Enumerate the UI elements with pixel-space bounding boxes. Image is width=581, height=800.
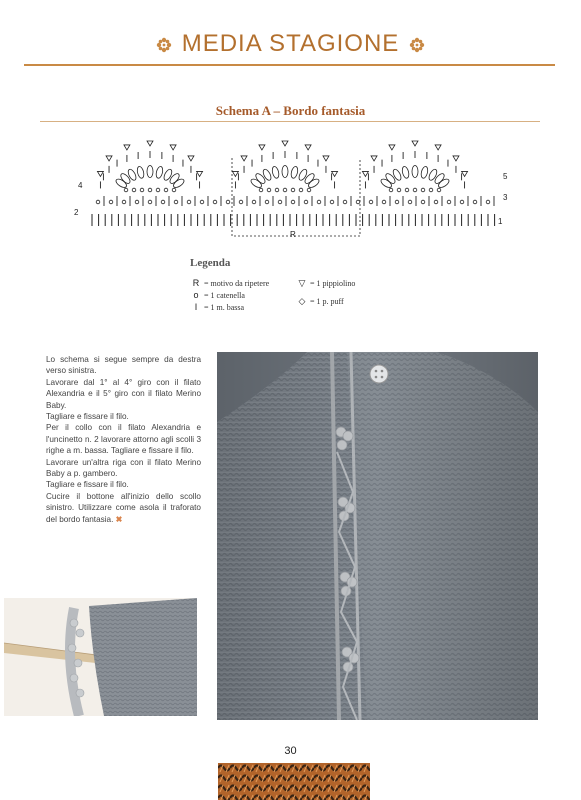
chain-stitch-mark: [330, 200, 334, 204]
chain-stitch-mark: [429, 188, 433, 192]
picot-stitch-mark: [232, 171, 238, 176]
picot-stitch-mark: [259, 145, 265, 150]
legend-text: = 1 pippiolino: [310, 279, 356, 288]
chain-stitch-mark: [413, 188, 417, 192]
puff-stitch-mark: [250, 177, 263, 189]
chain-stitch-mark: [239, 200, 243, 204]
repeat-bracket: [232, 158, 360, 236]
chain-stitch-mark: [397, 188, 401, 192]
chain-stitch-mark: [172, 188, 176, 192]
legend-symbol: ▽: [298, 278, 306, 288]
legend-text: = 1 p. puff: [310, 297, 344, 306]
picot-stitch-mark: [323, 156, 329, 161]
flower-ornament-icon: [156, 37, 172, 53]
instruction-paragraph: Lo schema si segue sempre da destra verso sinistra.: [46, 355, 201, 376]
chain-stitch-mark: [174, 200, 178, 204]
picot-stitch-mark: [147, 141, 153, 146]
row-label-4: 4: [78, 181, 83, 190]
puff-stitch-mark: [392, 168, 403, 181]
chain-stitch-mark: [356, 200, 360, 204]
chain-stitch-mark: [460, 200, 464, 204]
legend-item-single-crochet: [190, 302, 244, 312]
chain-stitch-mark: [140, 188, 144, 192]
chain-stitch-mark: [382, 200, 386, 204]
chain-stitch-mark: [437, 188, 441, 192]
chain-stitch-mark: [486, 200, 490, 204]
chain-stitch-mark: [447, 200, 451, 204]
flower-ornament-icon: [409, 37, 425, 53]
picot-stitch-mark: [241, 156, 247, 161]
chain-stitch-mark: [96, 200, 100, 204]
chain-stitch-mark: [148, 188, 152, 192]
chain-stitch-mark: [317, 200, 321, 204]
puff-stitch-mark: [420, 166, 429, 179]
chain-stitch-mark: [389, 188, 393, 192]
end-mark-icon: ✖: [115, 514, 123, 524]
chain-stitch-mark: [343, 200, 347, 204]
legend-symbol: R: [192, 278, 200, 288]
puff-stitch-mark: [172, 177, 185, 189]
puff-stitch-mark: [136, 166, 145, 179]
chain-stitch-mark: [405, 188, 409, 192]
chain-stitch-mark: [122, 200, 126, 204]
page-number: 30: [284, 745, 297, 757]
puff-stitch-mark: [162, 168, 173, 181]
chain-stitch-mark: [265, 200, 269, 204]
picot-stitch-mark: [124, 145, 130, 150]
puff-stitch-mark: [297, 168, 308, 181]
puff-stitch-mark: [307, 177, 320, 189]
puff-stitch-mark: [427, 168, 438, 181]
chain-stitch-mark: [267, 188, 271, 192]
chain-stitch-mark: [148, 200, 152, 204]
legend-item-repeat: [190, 278, 269, 288]
legend-title: Legenda: [190, 257, 231, 269]
puff-stitch-mark: [127, 168, 138, 181]
crochet-diagram: [70, 128, 515, 243]
instructions-text: [46, 354, 201, 525]
chain-stitch-mark: [161, 200, 165, 204]
header-title-text: MEDIA STAGIONE: [181, 30, 400, 57]
picot-stitch-mark: [435, 145, 441, 150]
chain-stitch-mark: [226, 200, 230, 204]
watermark-text: PassionForum.ru: [470, 786, 539, 795]
puff-stitch-mark: [115, 177, 128, 189]
chain-stitch-mark: [434, 200, 438, 204]
picot-stitch-mark: [362, 171, 368, 176]
puff-stitch-mark: [412, 166, 418, 178]
picot-stitch-mark: [188, 156, 194, 161]
magazine-section-title: [0, 30, 581, 58]
row-label-2: 2: [74, 208, 79, 217]
puff-stitch-mark: [290, 166, 299, 179]
row-label-1: 1: [498, 217, 503, 226]
instruction-paragraph: Per il collo con il filato Alexandria e l'uncinetto n. 2 lavorare attorno agli scolli 3 righe a m. bassa. Tagliare e fissare il filo.: [46, 423, 201, 456]
chain-stitch-mark: [200, 200, 204, 204]
chain-stitch-mark: [164, 188, 168, 192]
chain-stitch-mark: [135, 200, 139, 204]
diagram-stitch-marks: [92, 141, 495, 236]
schema-title: Schema A – Bordo fantasia: [215, 103, 366, 118]
picot-stitch-mark: [412, 141, 418, 146]
legend-item-picot: [296, 278, 355, 289]
chain-stitch-mark: [283, 188, 287, 192]
chain-stitch-mark: [291, 200, 295, 204]
chain-stitch-mark: [187, 200, 191, 204]
legend-text: = motivo da ripetere: [204, 279, 270, 288]
instruction-paragraph: Tagliare e fissare il filo.: [46, 480, 129, 490]
chain-stitch-mark: [304, 200, 308, 204]
puff-stitch-mark: [271, 166, 280, 179]
picot-stitch-mark: [305, 145, 311, 150]
picot-stitch-mark: [371, 156, 377, 161]
row-label-5: 5: [503, 172, 508, 181]
picot-stitch-mark: [170, 145, 176, 150]
legend-text: = 1 catenella: [204, 291, 245, 300]
yarn-texture-strip: [218, 763, 370, 800]
chain-stitch-mark: [109, 200, 113, 204]
instruction-paragraph: Tagliare e fissare il filo.: [46, 412, 129, 422]
legend-item-puff: [296, 296, 344, 307]
chain-stitch-mark: [307, 188, 311, 192]
legend-symbol: I: [194, 302, 198, 312]
puff-stitch-mark: [401, 166, 410, 179]
legend-text: = 1 m. bassa: [204, 303, 245, 312]
picot-stitch-mark: [453, 156, 459, 161]
chain-stitch-mark: [213, 200, 217, 204]
chain-stitch-mark: [299, 188, 303, 192]
picot-stitch-mark: [332, 171, 338, 176]
chain-stitch-mark: [291, 188, 295, 192]
legend-symbol: ◇: [298, 296, 306, 306]
chain-stitch-mark: [369, 200, 373, 204]
picot-stitch-mark: [462, 171, 468, 176]
instruction-paragraph: [46, 491, 201, 525]
picot-stitch-mark: [97, 171, 103, 176]
picot-stitch-mark: [282, 141, 288, 146]
chain-stitch-mark: [278, 200, 282, 204]
puff-stitch-mark: [147, 166, 153, 178]
schema-divider: [40, 121, 540, 122]
instruction-paragraph: Lavorare un'altra riga con il filato Merino Baby a p. gambero.: [46, 457, 201, 479]
chain-stitch-mark: [408, 200, 412, 204]
repeat-label: R: [290, 230, 296, 239]
chain-stitch-mark: [421, 200, 425, 204]
picot-stitch-mark: [389, 145, 395, 150]
instruction-last-text: Cucire il bottone all'inizio dello scollo sinistro. Utilizzare come asola il traforato del bordo fantasia.: [46, 491, 201, 524]
instruction-paragraph: Lavorare dal 1° al 4° giro con il filato Alexandria e il 5° giro con il filato Merino Baby.: [46, 377, 201, 410]
cardigan-lace-photo: [217, 352, 538, 720]
sleeve-cuff-photo: [4, 598, 197, 716]
row-label-3: 3: [503, 193, 508, 202]
puff-stitch-mark: [282, 166, 288, 178]
chain-stitch-mark: [473, 200, 477, 204]
chain-stitch-mark: [421, 188, 425, 192]
legend-symbol: o: [193, 290, 199, 300]
chain-stitch-mark: [259, 188, 263, 192]
chain-stitch-mark: [275, 188, 279, 192]
chain-stitch-mark: [395, 200, 399, 204]
puff-stitch-mark: [262, 168, 273, 181]
chain-stitch-mark: [124, 188, 128, 192]
chain-stitch-mark: [132, 188, 136, 192]
legend-item-chain: [190, 290, 245, 300]
puff-stitch-mark: [437, 177, 450, 189]
puff-stitch-mark: [380, 177, 393, 189]
puff-stitch-mark: [155, 166, 164, 179]
picot-stitch-mark: [106, 156, 112, 161]
chain-stitch-mark: [252, 200, 256, 204]
picot-stitch-mark: [197, 171, 203, 176]
chain-stitch-mark: [156, 188, 160, 192]
header-divider: [24, 64, 555, 66]
